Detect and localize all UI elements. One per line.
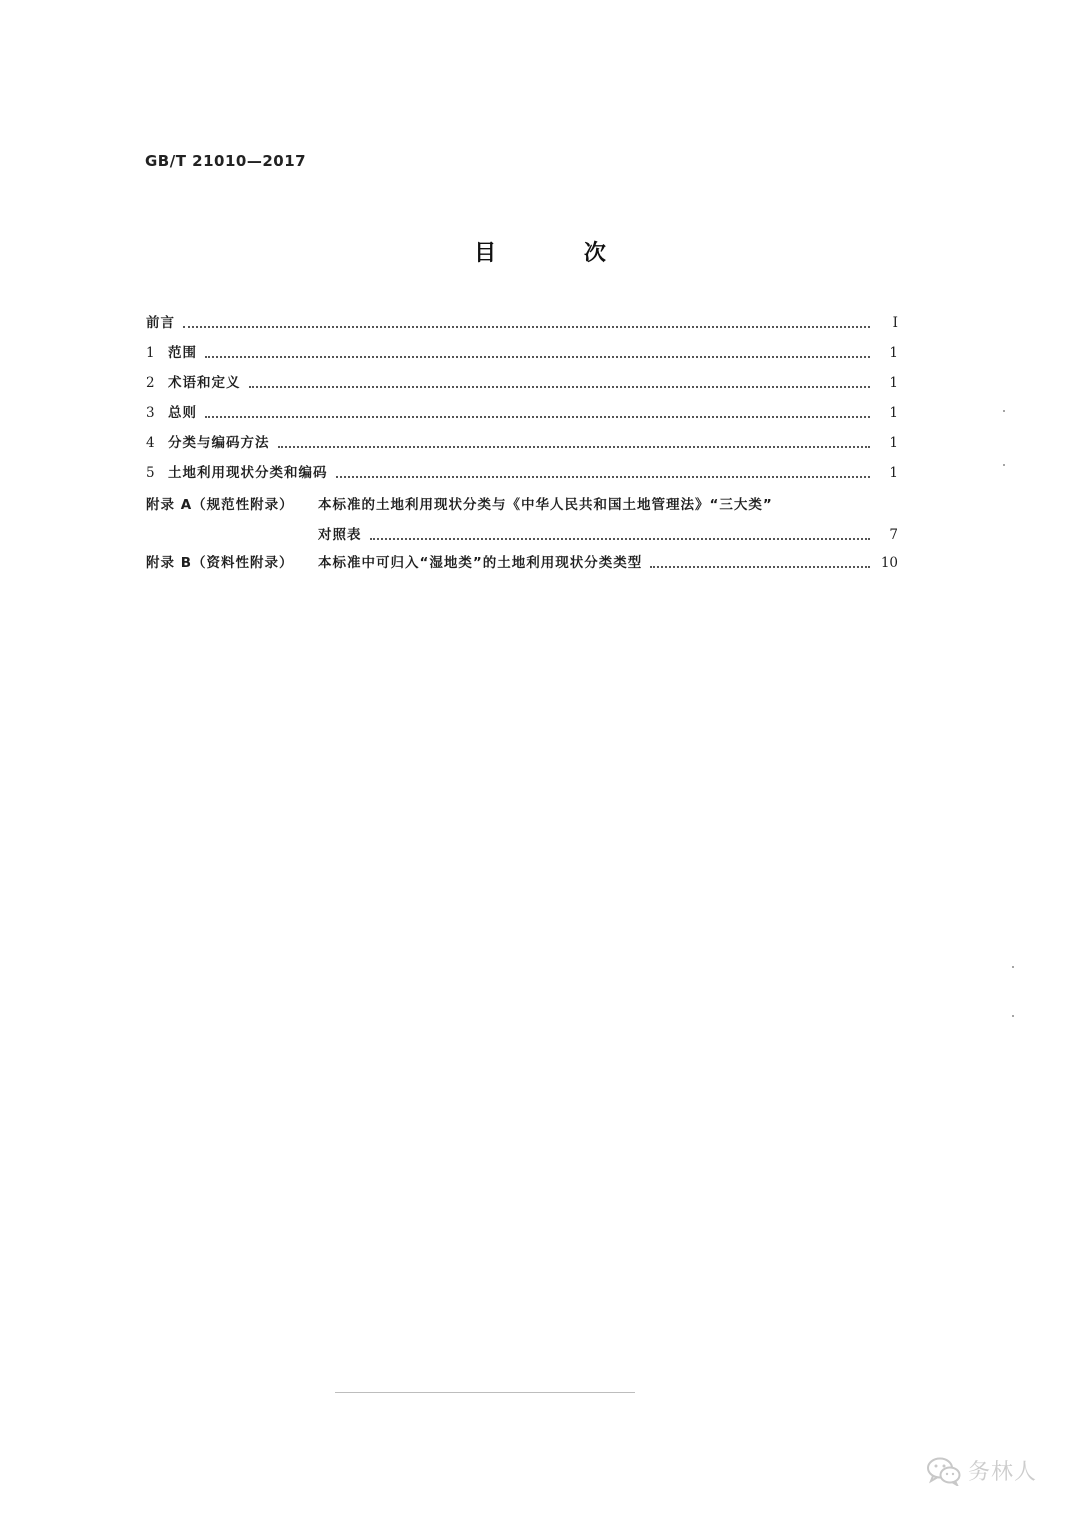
toc-entry-classification[interactable]	[146, 462, 898, 484]
toc-leader-dots	[370, 538, 871, 540]
toc-leader-dots	[249, 386, 871, 388]
toc-leader-dots	[336, 476, 871, 478]
toc-number: 4	[146, 435, 155, 451]
toc-number: 3	[146, 405, 155, 421]
toc-page-number: 1	[889, 465, 898, 481]
page-title: 目 次	[474, 241, 646, 266]
scan-speck	[1003, 410, 1005, 412]
toc-entry-scope[interactable]	[146, 342, 898, 364]
annex-title-line1: 本标准中可归入“湿地类”的土地利用现状分类类型	[318, 555, 643, 571]
toc-number: 1	[146, 345, 155, 361]
toc-page-number: I	[892, 315, 898, 331]
toc-page-number: 7	[889, 527, 898, 543]
toc-leader-dots	[205, 356, 870, 358]
toc-page-number: 1	[889, 345, 898, 361]
wechat-icon	[926, 1456, 962, 1486]
toc-label: 范围	[168, 345, 197, 361]
toc-page-number: 1	[889, 405, 898, 421]
scan-speck	[1012, 966, 1014, 968]
standard-code: GB/T 21010—2017	[145, 152, 307, 170]
toc-number: 2	[146, 375, 155, 391]
watermark-text: 务林人	[968, 1460, 1038, 1485]
annex-title-line1: 本标准的土地利用现状分类与《中华人民共和国土地管理法》“三大类”	[318, 497, 773, 513]
toc-entry-annex-b[interactable]	[146, 552, 898, 574]
toc-page-number: 1	[889, 435, 898, 451]
toc-entry-annex-a[interactable]	[146, 494, 898, 516]
toc-label: 分类与编码方法	[168, 435, 270, 451]
toc-label: 总则	[168, 405, 197, 421]
toc-leader-dots	[650, 566, 870, 568]
footer-rule	[335, 1392, 635, 1393]
annex-prefix: 附录 A（规范性附录）	[146, 497, 294, 513]
toc-leader-dots	[183, 326, 870, 328]
toc-label: 术语和定义	[168, 375, 241, 391]
toc-entry-method[interactable]	[146, 432, 898, 454]
annex-prefix: 附录 B（资料性附录）	[146, 555, 294, 571]
scan-speck	[1012, 1015, 1014, 1017]
toc-entry-annex-a-cont[interactable]	[146, 524, 898, 546]
toc-entry-foreword[interactable]	[146, 312, 898, 334]
toc-leader-dots	[278, 446, 871, 448]
watermark	[926, 1455, 1037, 1486]
toc-page-number: 1	[889, 375, 898, 391]
annex-title-line2: 对照表	[318, 527, 362, 543]
toc-number: 5	[146, 465, 155, 481]
toc-page-number: 10	[880, 555, 898, 571]
toc-entry-general[interactable]	[146, 402, 898, 424]
toc-label: 前言	[146, 315, 175, 331]
scan-speck	[1003, 464, 1005, 466]
toc-leader-dots	[205, 416, 870, 418]
toc-entry-terms[interactable]	[146, 372, 898, 394]
toc-label: 土地利用现状分类和编码	[168, 465, 328, 481]
